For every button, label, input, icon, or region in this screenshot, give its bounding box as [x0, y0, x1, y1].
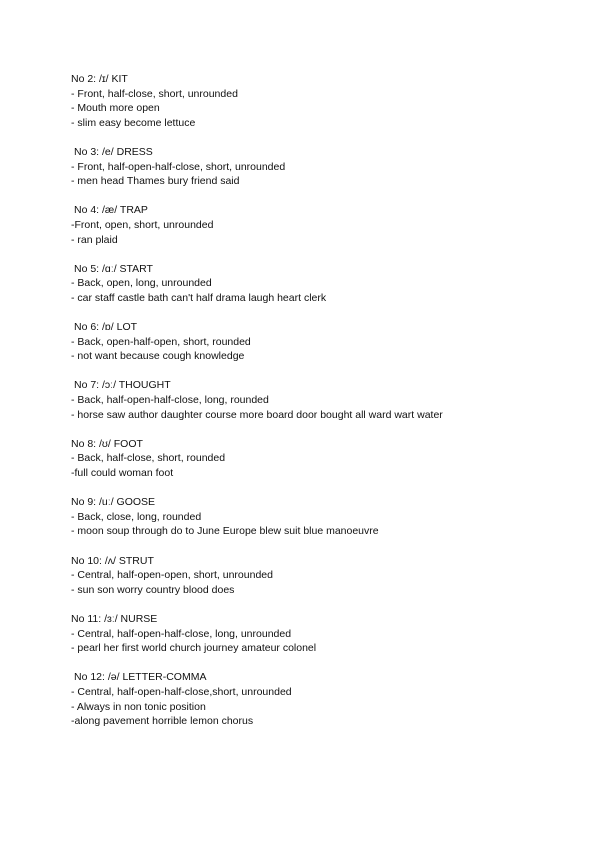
vowel-entry-title: No 7: /ɔː/ THOUGHT	[74, 379, 171, 392]
vowel-entry-line: - Back, open, long, unrounded	[71, 277, 212, 290]
vowel-entry-line: - Front, half-close, short, unrounded	[71, 87, 238, 100]
vowel-entry-line: - Back, open-half-open, short, rounded	[71, 335, 251, 348]
vowel-entry-line: - not want because cough knowledge	[71, 350, 245, 363]
vowel-entry	[71, 145, 581, 189]
vowel-entry-line: -along pavement horrible lemon chorus	[71, 715, 254, 728]
vowel-entry-title: No 2: /ɪ/ KIT	[71, 73, 128, 85]
vowel-entry-line: - ran plaid	[71, 233, 118, 246]
vowel-entry-line: - Mouth more open	[71, 102, 160, 115]
vowel-entry-title: No 4: /æ/ TRAP	[74, 204, 148, 217]
vowel-entry	[71, 262, 581, 306]
vowel-entry-line: -full could woman foot	[71, 467, 174, 480]
vowel-entry	[71, 378, 581, 422]
vowel-entry	[71, 612, 581, 656]
vowel-entry-title: No 5: /ɑː/ START	[74, 262, 153, 275]
vowel-entry	[71, 495, 581, 539]
vowel-entry-line: - moon soup through do to June Europe blew suit blue manoeuvre	[71, 525, 379, 538]
vowel-entry-line: - slim easy become lettuce	[71, 116, 196, 129]
vowel-entry-line: - pearl her first world church journey amateur colonel	[71, 642, 317, 655]
vowel-entry	[71, 670, 581, 728]
vowel-entry	[71, 203, 581, 247]
vowel-entry-line: - Central, half-open-half-close,short, unrounded	[71, 685, 292, 698]
vowel-entry-line: - sun son worry country blood does	[71, 583, 235, 596]
vowel-entry-line: - Front, half-open-half-close, short, unrounded	[71, 160, 286, 173]
vowel-entry-line: - Always in non tonic position	[71, 700, 206, 713]
vowel-entry	[71, 437, 581, 481]
vowel-entry	[71, 554, 581, 598]
vowel-entry-title: No 6: /ɒ/ LOT	[74, 321, 138, 334]
vowel-entry-title: No 10: /ʌ/ STRUT	[71, 554, 154, 567]
vowel-entry-line: - Back, half-close, short, rounded	[71, 452, 226, 465]
vowel-entry-line: - car staff castle bath can't half drama laugh heart clerk	[71, 291, 327, 304]
vowel-entry-title: No 12: /ə/ LETTER-COMMA	[74, 671, 207, 684]
vowel-entry-line: - Central, half-open-open, short, unrounded	[71, 569, 273, 582]
vowel-entry-line: - Back, half-open-half-close, long, rounded	[71, 394, 269, 407]
vowel-entry-title: No 11: /ɜː/ NURSE	[71, 612, 158, 625]
vowel-entry	[71, 72, 581, 130]
vowel-entry	[71, 320, 581, 364]
vowel-entry-line: -Front, open, short, unrounded	[71, 218, 214, 231]
vowel-entry-line: - Central, half-open-half-close, long, unrounded	[71, 627, 292, 640]
vowel-entry-line: - horse saw author daughter course more board door bought all ward wart water	[71, 408, 443, 421]
vowel-entry-line: - men head Thames bury friend said	[71, 175, 240, 188]
vowel-entry-line: - Back, close, long, rounded	[71, 510, 202, 523]
vowel-notes	[71, 72, 581, 743]
vowel-entry-title: No 3: /e/ DRESS	[74, 145, 153, 158]
vowel-entry-title: No 8: /ʊ/ FOOT	[71, 437, 143, 450]
vowel-entry-title: No 9: /uː/ GOOSE	[71, 496, 156, 509]
